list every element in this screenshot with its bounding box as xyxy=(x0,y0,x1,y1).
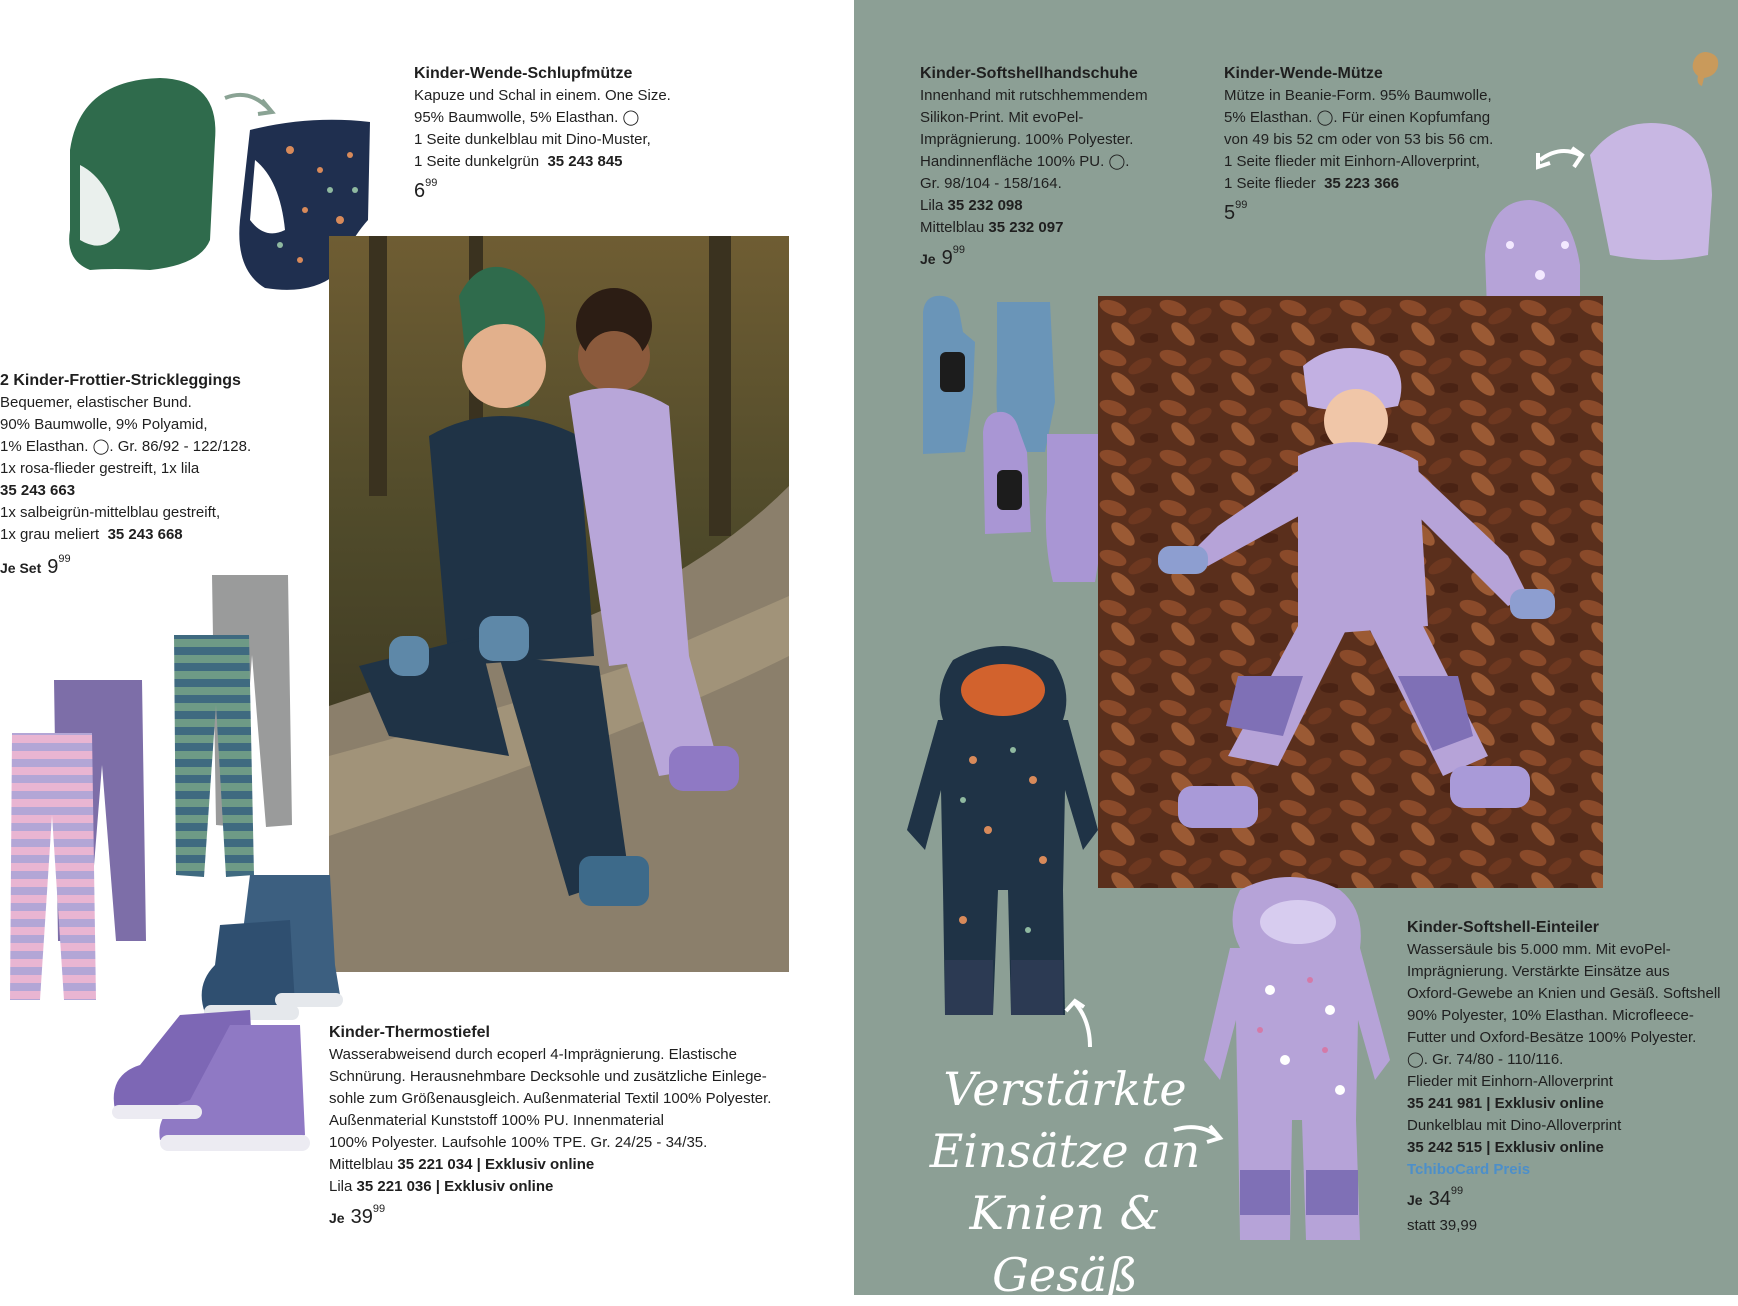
leggings-line: Bequemer, elastischer Bund. xyxy=(0,394,192,411)
beanie-line: 1 Seite flieder mit Einhorn-Alloverprint, xyxy=(1224,153,1480,170)
hood-description xyxy=(414,63,714,173)
wash-icon: ◯ xyxy=(92,438,110,455)
beanie-line: von 49 bis 52 cm oder von 53 bis 56 cm. xyxy=(1224,131,1494,148)
leggings-line: 90% Baumwolle, 9% Polyamid, xyxy=(0,416,208,433)
boots-line: Außenmaterial Kunststoff 100% PU. Innenmaterial xyxy=(329,1112,664,1129)
leggings-line: 1x grau meliert 35 243 668 xyxy=(0,526,183,543)
girl-leaves-photo xyxy=(1098,296,1603,888)
gloves-line: Imprägnierung. 100% Polyester. xyxy=(920,131,1134,148)
suit-line: ◯. Gr. 74/80 - 110/116. xyxy=(1407,1051,1564,1068)
beanie-article-number: 35 223 366 xyxy=(1324,175,1400,192)
suit-variant-1: 35 241 981 | Exklusiv online xyxy=(1407,1095,1604,1112)
suit-line: Imprägnierung. Verstärkte Einsätze aus xyxy=(1407,963,1670,980)
leggings-description xyxy=(0,370,320,546)
hood-title: Kinder-Wende-Schlupfmütze xyxy=(414,65,633,82)
boots-line: Schnürung. Herausnehmbare Decksohle und zusätzliche Einlege- xyxy=(329,1068,767,1085)
boots-price: Je $39^{99}$ xyxy=(329,1203,386,1228)
hood-line: 1 Seite dunkelgrün 35 243 845 xyxy=(414,153,623,170)
children-forest-photo xyxy=(329,236,789,972)
wash-icon: ◯ xyxy=(1407,1051,1424,1068)
gloves-product-image xyxy=(915,292,1115,592)
tchibo-logo-icon xyxy=(1688,48,1724,88)
suit-description xyxy=(1407,917,1737,1181)
suit-variant-2: 35 242 515 | Exklusiv online xyxy=(1407,1139,1604,1156)
beanie-price: $5^{99}$ xyxy=(1224,199,1248,224)
hood-line: 1 Seite dunkelblau mit Dino-Muster, xyxy=(414,131,651,148)
hood-line: 95% Baumwolle, 5% Elasthan. ◯ xyxy=(414,109,640,126)
beanie-line: 1 Seite flieder 35 223 366 xyxy=(1224,175,1400,192)
boots-description xyxy=(329,1022,829,1198)
boots-title: Kinder-Thermostiefel xyxy=(329,1024,490,1041)
leggings-article-2: 35 243 668 xyxy=(107,526,183,543)
leggings-line: 1% Elasthan. ◯. Gr. 86/92 - 122/128. xyxy=(0,438,252,455)
leggings-line: 1x rosa-flieder gestreift, 1x lila xyxy=(0,460,200,477)
suit-line: Dunkelblau mit Dino-Alloverprint xyxy=(1407,1117,1622,1134)
tchibocard-price-label: TchiboCard Preis xyxy=(1407,1161,1531,1178)
wash-icon: ◯ xyxy=(1316,109,1334,126)
hood-article-number: 35 243 845 xyxy=(547,153,623,170)
suit-title: Kinder-Softshell-Einteiler xyxy=(1407,919,1600,936)
callout-line-1: Verstärkte xyxy=(943,1062,1187,1116)
suit-line: Oxford-Gewebe an Knien und Gesäß. Softshell xyxy=(1407,985,1721,1002)
gloves-description xyxy=(920,63,1200,239)
hood-price: $6^{99}$ xyxy=(414,177,438,202)
gloves-title: Kinder-Softshellhandschuhe xyxy=(920,65,1138,82)
boots-variant-2: Lila 35 221 036 | Exklusiv online xyxy=(329,1178,554,1195)
gloves-line: Gr. 98/104 - 158/164. xyxy=(920,175,1062,192)
leggings-line: 1x salbeigrün-mittelblau gestreift, xyxy=(0,504,221,521)
leggings-article-1: 35 243 663 xyxy=(0,482,76,499)
gloves-variant-2: Mittelblau 35 232 097 xyxy=(920,219,1064,236)
boots-line: 100% Polyester. Laufsohle 100% TPE. Gr. 24/25 - 34/35. xyxy=(329,1134,708,1151)
boots-line: Wasserabweisend durch ecoperl 4-Imprägnierung. Elastische xyxy=(329,1046,737,1063)
boots-line: sohle zum Größenausgleich. Außenmaterial Textil 100% Polyester. xyxy=(329,1090,772,1107)
dino-suit-product-image xyxy=(893,640,1113,1025)
callout-line-3: Knien & Gesäß xyxy=(969,1186,1161,1302)
suit-old-price: statt 39,99 xyxy=(1407,1217,1478,1234)
suit-line: Flieder mit Einhorn-Alloverprint xyxy=(1407,1073,1613,1090)
beanie-title: Kinder-Wende-Mütze xyxy=(1224,65,1383,82)
beanie-line: Mütze in Beanie-Form. 95% Baumwolle, xyxy=(1224,87,1492,104)
leggings-title: 2 Kinder-Frottier-Strickleggings xyxy=(0,372,241,389)
callout-arrow-up-icon xyxy=(1060,995,1110,1050)
suit-line: 90% Polyester, 10% Elasthan. Microfleece- xyxy=(1407,1007,1694,1024)
gloves-variant-1: Lila 35 232 098 xyxy=(920,197,1023,214)
suit-line: Wassersäule bis 5.000 mm. Mit evoPel- xyxy=(1407,941,1671,958)
beanie-line: 5% Elasthan. ◯. Für einen Kopfumfang xyxy=(1224,109,1491,126)
leggings-price: Je Set $9^{99}$ xyxy=(0,553,71,578)
wash-icon: ◯ xyxy=(1108,153,1126,170)
wash-icon: ◯ xyxy=(622,109,640,126)
gloves-price: Je $9^{99}$ xyxy=(920,244,965,269)
reinforcement-callout xyxy=(900,1058,1230,1306)
suit-price: Je $34^{99}$ xyxy=(1407,1185,1464,1210)
gloves-line: Handinnenfläche 100% PU. ◯. xyxy=(920,153,1130,170)
hood-line: Kapuze und Schal in einem. One Size. xyxy=(414,87,671,104)
gloves-line: Innenhand mit rutschhemmendem xyxy=(920,87,1148,104)
boots-variant-1: Mittelblau 35 221 034 | Exklusiv online xyxy=(329,1156,595,1173)
callout-line-2: Einsätze an xyxy=(929,1124,1201,1178)
gloves-line: Silikon-Print. Mit evoPel- xyxy=(920,109,1084,126)
suit-line: Futter und Oxford-Besätze 100% Polyester. xyxy=(1407,1029,1697,1046)
